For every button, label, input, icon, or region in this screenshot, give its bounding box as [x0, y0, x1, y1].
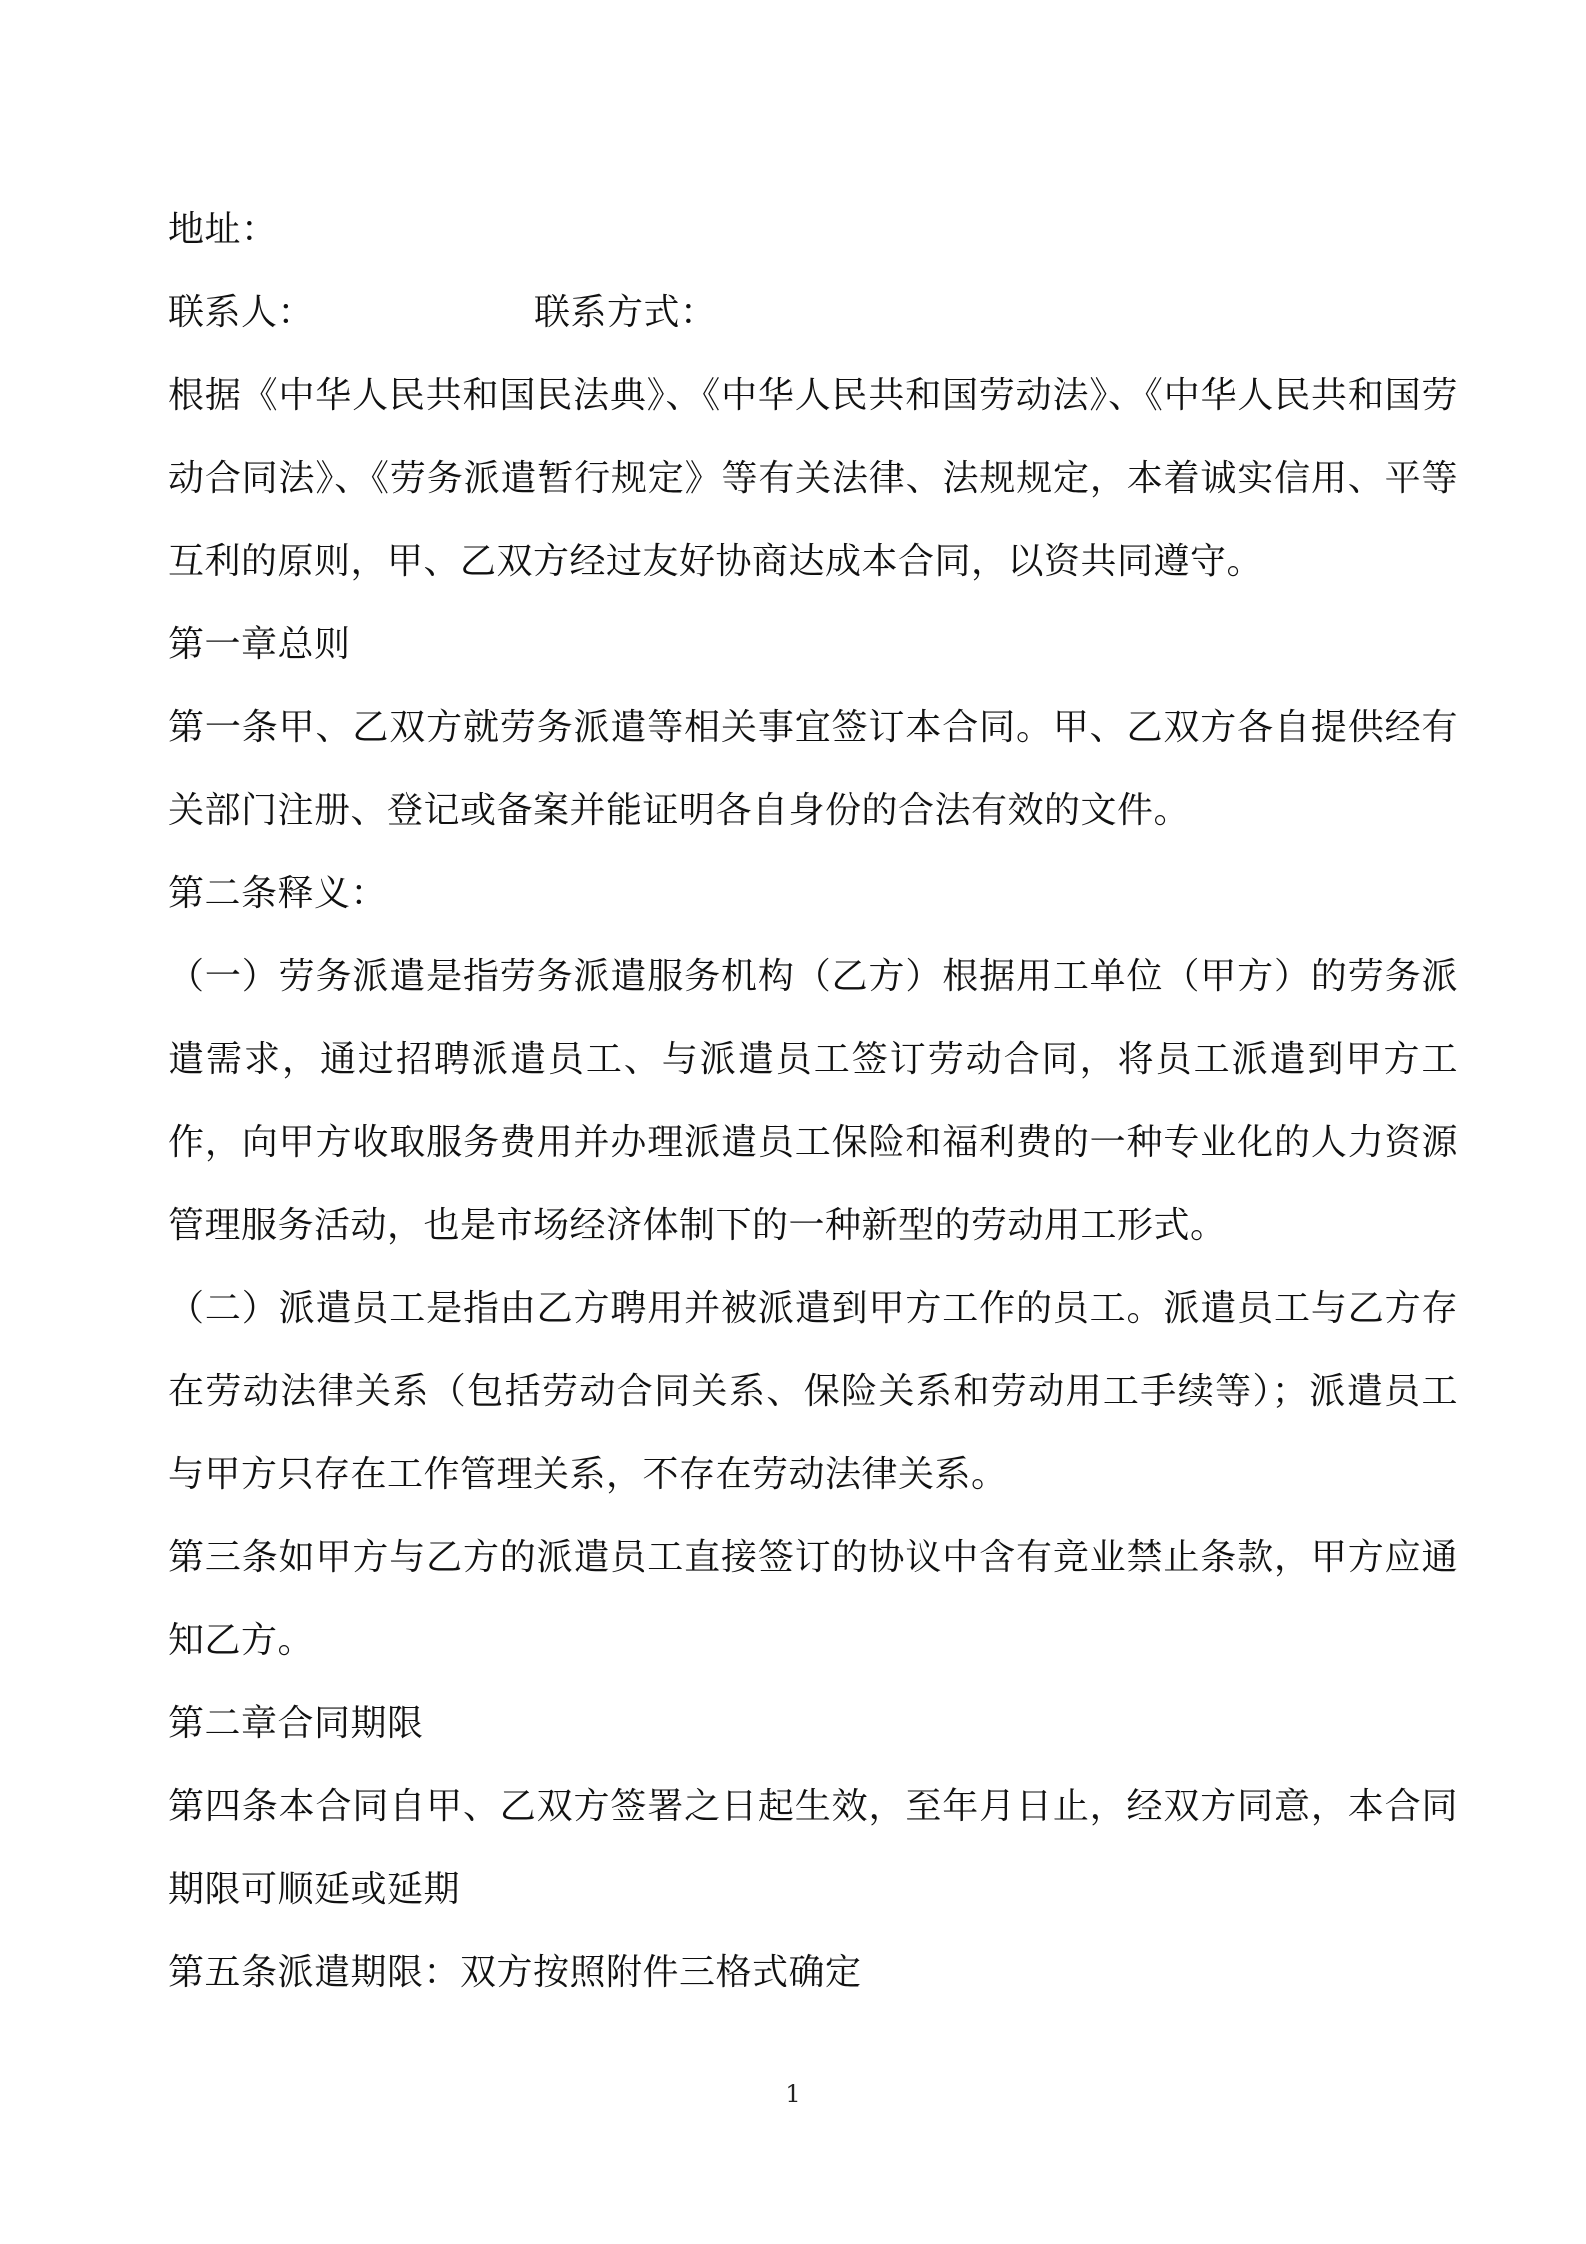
contact-method-label: 联系方式：: [534, 292, 717, 333]
page-number: 1: [785, 2080, 801, 2108]
contact-person-label: 联系人：: [168, 292, 315, 333]
address-line: 地址：: [168, 209, 278, 250]
article-3-paragraph: 第三条如甲方与乙方的派遣员工直接签订的协议中含有竞业禁止条款，甲方应通知乙方。: [168, 1537, 1458, 1661]
article-4-paragraph: 第四条本合同自甲、乙双方签署之日起生效，至年月日止，经双方同意，本合同期限可顺延或延期: [168, 1786, 1458, 1910]
chapter-1-heading: 第一章总则: [168, 624, 351, 665]
preamble-paragraph: 根据《中华人民共和国民法典》、《中华人民共和国劳动法》、《中华人民共和国劳动合同法》、《劳务派遣暂行规定》等有关法律、法规规定，本着诚实信用、平等互利的原则，甲、乙双方经过友好协商达成本合同，以资共同遵守。: [168, 375, 1458, 582]
chapter-2-heading: 第二章合同期限: [168, 1703, 424, 1744]
contact-line: [168, 271, 1458, 354]
article-5-paragraph: 第五条派遣期限：双方按照附件三格式确定: [168, 1952, 862, 1993]
article-1-paragraph: 第一条甲、乙双方就劳务派遣等相关事宜签订本合同。甲、乙双方各自提供经有关部门注册、登记或备案并能证明各自身份的合法有效的文件。: [168, 707, 1458, 831]
definition-1-paragraph: （一）劳务派遣是指劳务派遣服务机构（乙方）根据用工单位（甲方）的劳务派遣需求，通过招聘派遣员工、与派遣员工签订劳动合同，将员工派遣到甲方工作，向甲方收取服务费用并办理派遣员工保险和福利费的一种专业化的人力资源管理服务活动，也是市场经济体制下的一种新型的劳动用工形式。: [168, 956, 1458, 1246]
document-body: [168, 188, 1458, 2014]
definition-2-paragraph: （二）派遣员工是指由乙方聘用并被派遣到甲方工作的员工。派遣员工与乙方存在劳动法律关系（包括劳动合同关系、保险关系和劳动用工手续等）；派遣员工与甲方只存在工作管理关系，不存在劳动法律关系。: [168, 1288, 1458, 1495]
article-2-heading: 第二条释义：: [168, 873, 388, 914]
